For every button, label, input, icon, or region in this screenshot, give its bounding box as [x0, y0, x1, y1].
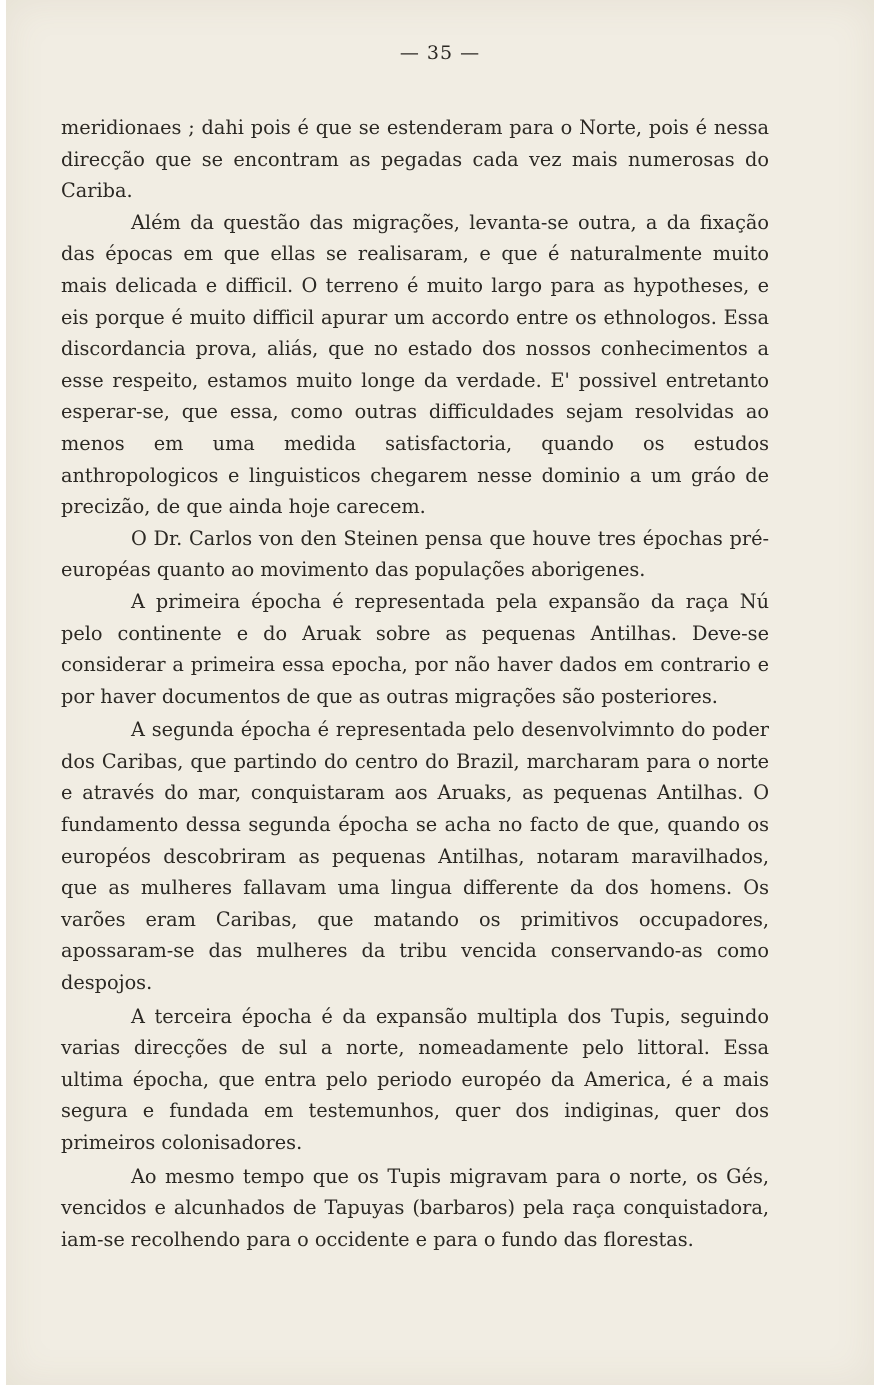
paragraph-second-epoch: A segunda épocha é representada pelo desenvolvimnto do poder dos Caribas, que partindo do centro do Brazil, marcharam para o norte e através do mar, conquistaram aos Aruaks, as pequenas Antilhas. O fundamento dessa segunda épocha se acha no facto de que, quando os européos descobriram as pequenas Antilhas, notaram maravilhados, que as mulheres fallavam uma lingua differente da dos homens. Os varões eram Caribas, que matando os primitivos occupadores, apossaram-se das mulheres da tribu vencida conservando-as como despojos. — [61, 718, 769, 995]
book-page — [6, 0, 874, 1385]
body-text — [61, 112, 769, 1255]
paragraph-third-epoch: A terceira épocha é da expansão multipla dos Tupis, seguindo varias direcções de sul a norte, nomeadamente pelo littoral. Essa ultima épocha, que entra pelo periodo européo da America, é a mais segura e fundada em testemunhos, quer dos indiginas, quer dos primeiros colonisadores. — [61, 1004, 769, 1154]
paragraph-von-den-steinen: O Dr. Carlos von den Steinen pensa que houve tres épochas pré-européas quanto ao movimento das populações aborigenes. — [61, 526, 769, 582]
page-number: — 35 — — [399, 42, 481, 64]
paragraph-first-epoch: A primeira épocha é representada pela expansão da raça Nú pelo continente e do Aruak sobre as pequenas Antilhas. Deve-se considerar a primeira essa epocha, por não haver dados em contrario e por haver documentos de que as outras migrações são posteriores. — [61, 589, 769, 708]
paragraph-epoch-question: Além da questão das migrações, levanta-se outra, a da fixação das épocas em que ellas se realisaram, e que é naturalmente muito mais delicada e difficil. O terreno é muito largo para as hypotheses, e eis porque é muito difficil apurar um accordo entre os ethnologos. Essa discordancia prova, aliás, que no estado dos nossos conhecimentos a esse respeito, estamos muito longe da verdade. E' possivel entretanto esperar-se, que essa, como outras difficuldades sejam resolvidas ao menos em uma medida satisfactoria, quando os estudos anthropologicos e linguisticos chegarem nesse dominio a um gráo de precizão, de que ainda hoje carecem. — [61, 210, 769, 519]
paragraph-tupis-ges: Ao mesmo tempo que os Tupis migravam para o norte, os Gés, vencidos e alcunhados de Tapuyas (barbaros) pela raça conquistadora, iam-se recolhendo para o occidente e para o fundo das florestas. — [61, 1164, 769, 1251]
paragraph-continuation: meridionaes ; dahi pois é que se estenderam para o Norte, pois é nessa direcção que se encontram as pegadas cada vez mais numerosas do Cariba. — [61, 116, 769, 203]
